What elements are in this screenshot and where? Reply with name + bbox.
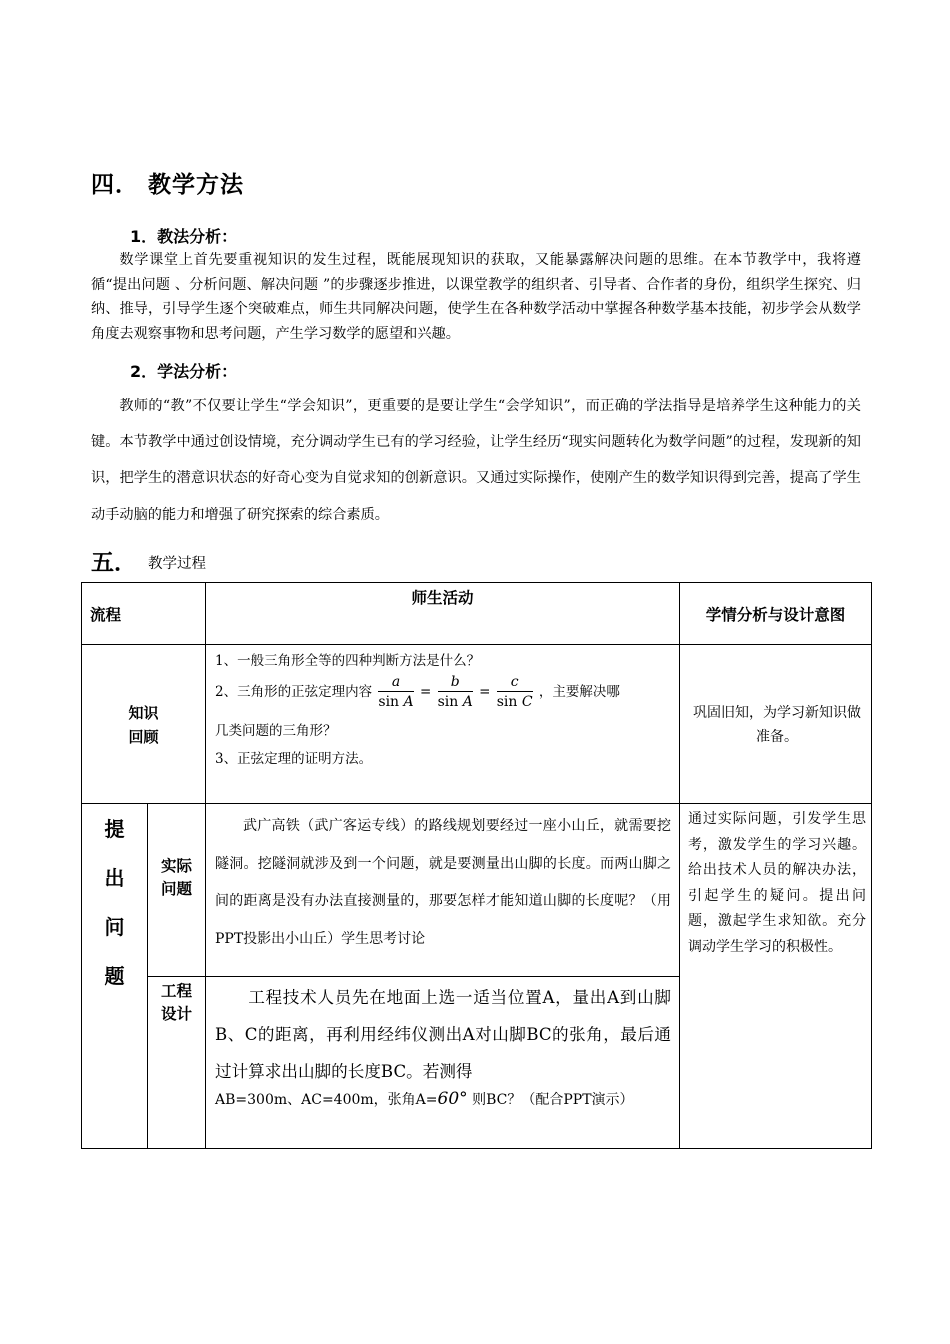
sine-law-fraction-a (378, 673, 413, 712)
review-q3: 3、正弦定理的证明方法。 (215, 751, 373, 767)
sine-law-fraction-c (497, 673, 533, 712)
header-activity: 师生活动 (411, 589, 474, 607)
teaching-method-title: 1．教法分析： (130, 227, 238, 246)
review-label (82, 701, 205, 749)
fraction-a-denominator: sin A (378, 694, 414, 710)
practical-problem-label (148, 855, 205, 901)
fraction-c-numerator: c (497, 673, 533, 692)
learning-method-title: 2．学法分析： (130, 362, 238, 381)
table-hline-review (82, 803, 871, 804)
engineering-design-label (148, 980, 205, 1026)
raise-problem-intent: 通过实际问题，引发学生思考，激发学生的学习兴趣。给出技术人员的解决办法，引起学生的疑问。提出问题，激起学生求知欲。充分调动学生学习的积极性。 (688, 811, 866, 955)
practical-label-line1: 实际 (160, 857, 192, 875)
equals-sign: = (479, 684, 491, 700)
review-q2-text: 2、三角形的正弦定理内容 (215, 684, 373, 700)
review-label-line2: 回顾 (128, 728, 159, 746)
design-label-line1: 工程 (160, 982, 192, 1000)
raise-char-1: 提 (104, 817, 125, 841)
section-5-title: 教学过程 (148, 556, 206, 572)
fraction-b-numerator: b (438, 673, 473, 692)
design-angle: 60° (437, 1089, 468, 1109)
review-q2 (215, 673, 620, 712)
design-last-post: 则BC？（配合PPT演示） (467, 1092, 634, 1108)
header-intent: 学情分析与设计意图 (705, 606, 846, 624)
engineering-design-text: 工程技术人员先在地面上选一适当位置A，量出A到山脚B、C的距离，再利用经纬仪测出A对山脚BC的张角，最后通过计算求出山脚的长度BC。若测得 (215, 988, 671, 1081)
learning-method-paragraph: 教师的“教”不仅要让学生“学会知识”，更重要的是要让学生“会学知识”，而正确的学法指导是培养学生这种能力的关键。本节教学中通过创设情境，充分调动学生已有的学习经验，让学生经历“现实问题转化为数学问题”的过程，发现新的知识，把学生的潜意识状态的好奇心变为自觉求知的创新意识。又通过实际操作，使刚产生的数学知识得到完善，提高了学生动手动脑的能力和增强了研究探索的综合素质。 (91, 398, 861, 523)
engineering-design-last-line (215, 1089, 634, 1109)
raise-problem-label (82, 805, 147, 1001)
review-label-line1: 知识 (128, 704, 159, 722)
fraction-b-denominator: sin A (437, 694, 473, 710)
section-5-number: 五． (91, 550, 137, 576)
raise-char-2: 出 (104, 866, 125, 890)
review-q2-text-end: ，主要解决哪 (538, 684, 620, 700)
table-hline-design (147, 976, 680, 977)
practical-problem-text: 武广高铁（武广客运专线）的路线规划要经过一座小山丘，就需要挖隧洞。挖隧洞就涉及到一个问题，就是要测量出山脚的长度。而两山脚之间的距离是没有办法直接测量的，那要怎样才能知道山脚的长度呢？（用PPT投影出小山丘）学生思考讨论 (215, 818, 671, 947)
header-flow: 流程 (90, 606, 122, 624)
teaching-process-table (81, 582, 872, 1149)
design-last-pre: AB=300m、AC=400m，张角A= (215, 1092, 438, 1108)
section-4-heading: 四． 教学方法 (91, 172, 245, 198)
practical-label-line2: 问题 (160, 880, 192, 898)
fraction-c-denominator: sin C (496, 694, 533, 710)
table-vline-intent (679, 583, 680, 1148)
table-hline-header (82, 644, 871, 645)
raise-char-3: 问 (104, 915, 125, 939)
review-intent: 巩固旧知，为学习新知识做准备。 (693, 705, 861, 745)
teaching-method-paragraph: 数学课堂上首先要重视知识的发生过程，既能展现知识的获取，又能暴露解决问题的思维。在本节教学中，我将遵循“提出问题 、分析问题、解决问题 ”的步骤逐步推进，以课堂教学的组织者、引导者、合作者的身份，组织学生探究、归纳、推导，引导学生逐个突破难点，师生共同解决问题，使学生在各种数学活动中掌握各种数学基本技能，初步学会从数学角度去观察事物和思考问题，产生学习数学的愿望和兴趣。 (91, 252, 861, 342)
design-label-line2: 设计 (160, 1005, 192, 1023)
table-vline-flow (205, 583, 206, 1148)
review-q2-continued: 几类问题的三角形？ (215, 723, 337, 739)
fraction-a-numerator: a (378, 673, 413, 692)
raise-char-4: 题 (104, 964, 125, 988)
equals-sign: = (419, 684, 432, 700)
review-q1: 1、一般三角形全等的四种判断方法是什么？ (215, 653, 481, 669)
sine-law-fraction-b (438, 673, 473, 712)
